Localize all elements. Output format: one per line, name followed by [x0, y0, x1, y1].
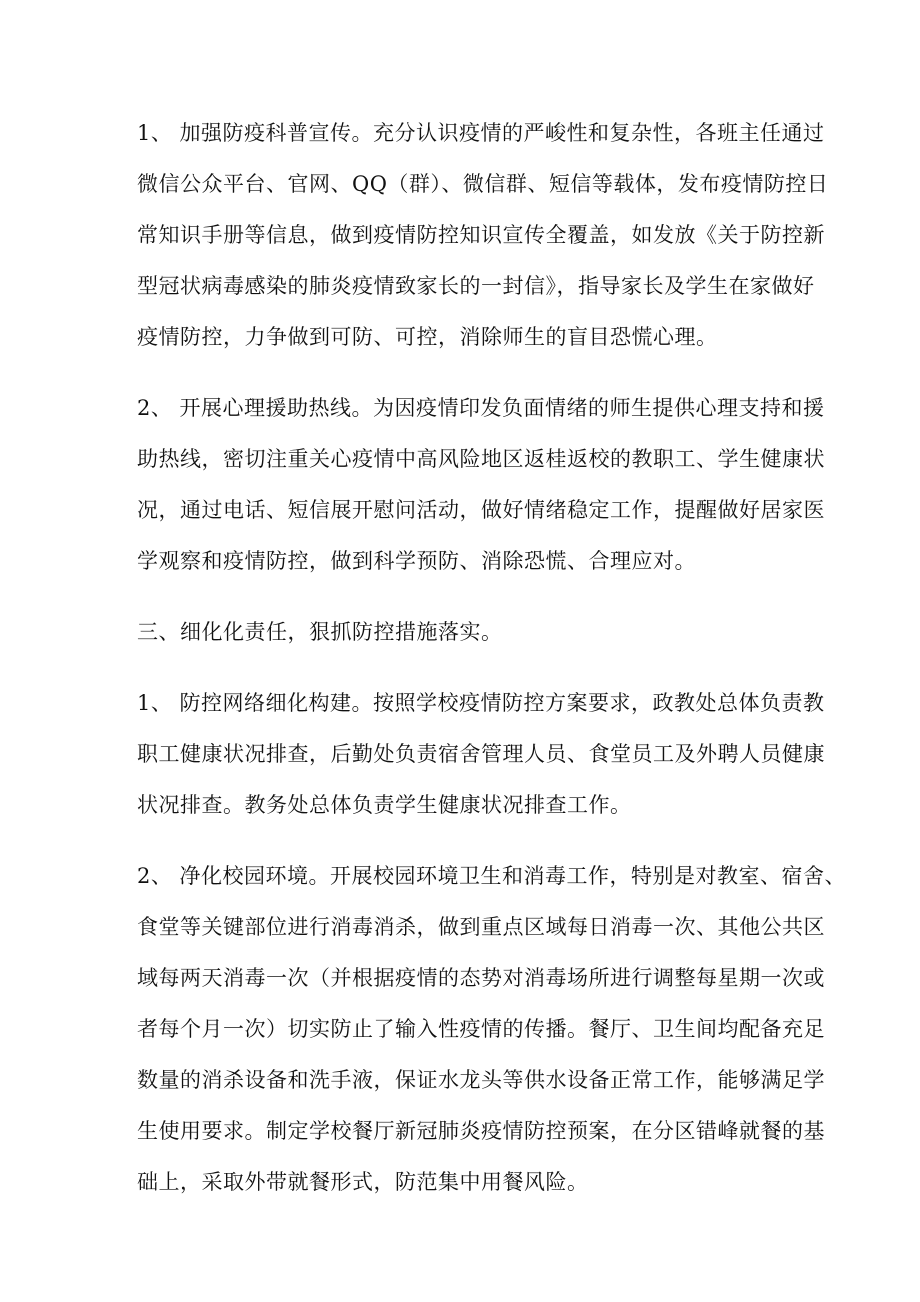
text-line: 助热线，密切注重关心疫情中高风险地区返桂返校的教职工、学生健康状 [137, 447, 825, 471]
text-line: 2、 开展心理援助热线。为因疫情印发负面情绪的师生提供心理支持和援 [137, 396, 825, 420]
text-line: 型冠状病毒感染的肺炎疫情致家长的一封信》，指导家长及学生在家做好 [137, 274, 815, 298]
section-heading [137, 607, 793, 658]
document-body [137, 108, 847, 1208]
text-line: 生使用要求。制定学校餐厅新冠肺炎疫情防控预案，在分区错峰就餐的基 [137, 1119, 825, 1143]
paragraph-1 [137, 108, 829, 363]
text-line: 职工健康状况排查，后勤处负责宿舍管理人员、食堂员工及外聘人员健康 [137, 742, 825, 766]
text-line: 1、 防控网络细化构建。按照学校疫情防控方案要求，政教处总体负责教 [137, 691, 825, 715]
text-line: 况，通过电话、短信展开慰问活动，做好情绪稳定工作，提醒做好居家医 [137, 498, 825, 522]
text-line: 微信公众平台、官网、QQ（群）、微信群、短信等载体，发布疫情防控日 [137, 172, 829, 196]
text-line: 数量的消杀设备和洗手液，保证水龙头等供水设备正常工作，能够满足学 [137, 1068, 825, 1092]
text-line: 状况排查。教务处总体负责学生健康状况排查工作。 [137, 793, 632, 817]
paragraph-3 [137, 678, 825, 831]
text-line: 域每两天消毒一次（并根据疫情的态势对消毒场所进行调整每星期一次或 [137, 966, 825, 990]
text-line: 2、 净化校园环境。开展校园环境卫生和消毒工作，特别是对教室、宿舍、 [137, 864, 847, 888]
text-line: 者每个月一次）切实防止了输入性疫情的传播。餐厅、卫生间均配备充足 [137, 1017, 825, 1041]
text-line: 常知识手册等信息，做到疫情防控知识宣传全覆盖，如发放《关于防控新 [137, 223, 825, 247]
text-line: 础上，采取外带就餐形式，防范集中用餐风险。 [137, 1170, 589, 1194]
paragraph-2 [137, 383, 825, 587]
text-line: 学观察和疫情防控，做到科学预防、消除恐慌、合理应对。 [137, 549, 696, 573]
text-line: 三、细化化责任，狠抓防控措施落实。 [137, 620, 503, 644]
text-line: 食堂等关键部位进行消毒消杀，做到重点区域每日消毒一次、其他公共区 [137, 915, 825, 939]
text-line: 1、 加强防疫科普宣传。充分认识疫情的严峻性和复杂性，各班主任通过 [137, 121, 825, 145]
paragraph-4 [137, 851, 847, 1208]
text-line: 疫情防控，力争做到可防、可控，消除师生的盲目恐慌心理。 [137, 325, 718, 349]
